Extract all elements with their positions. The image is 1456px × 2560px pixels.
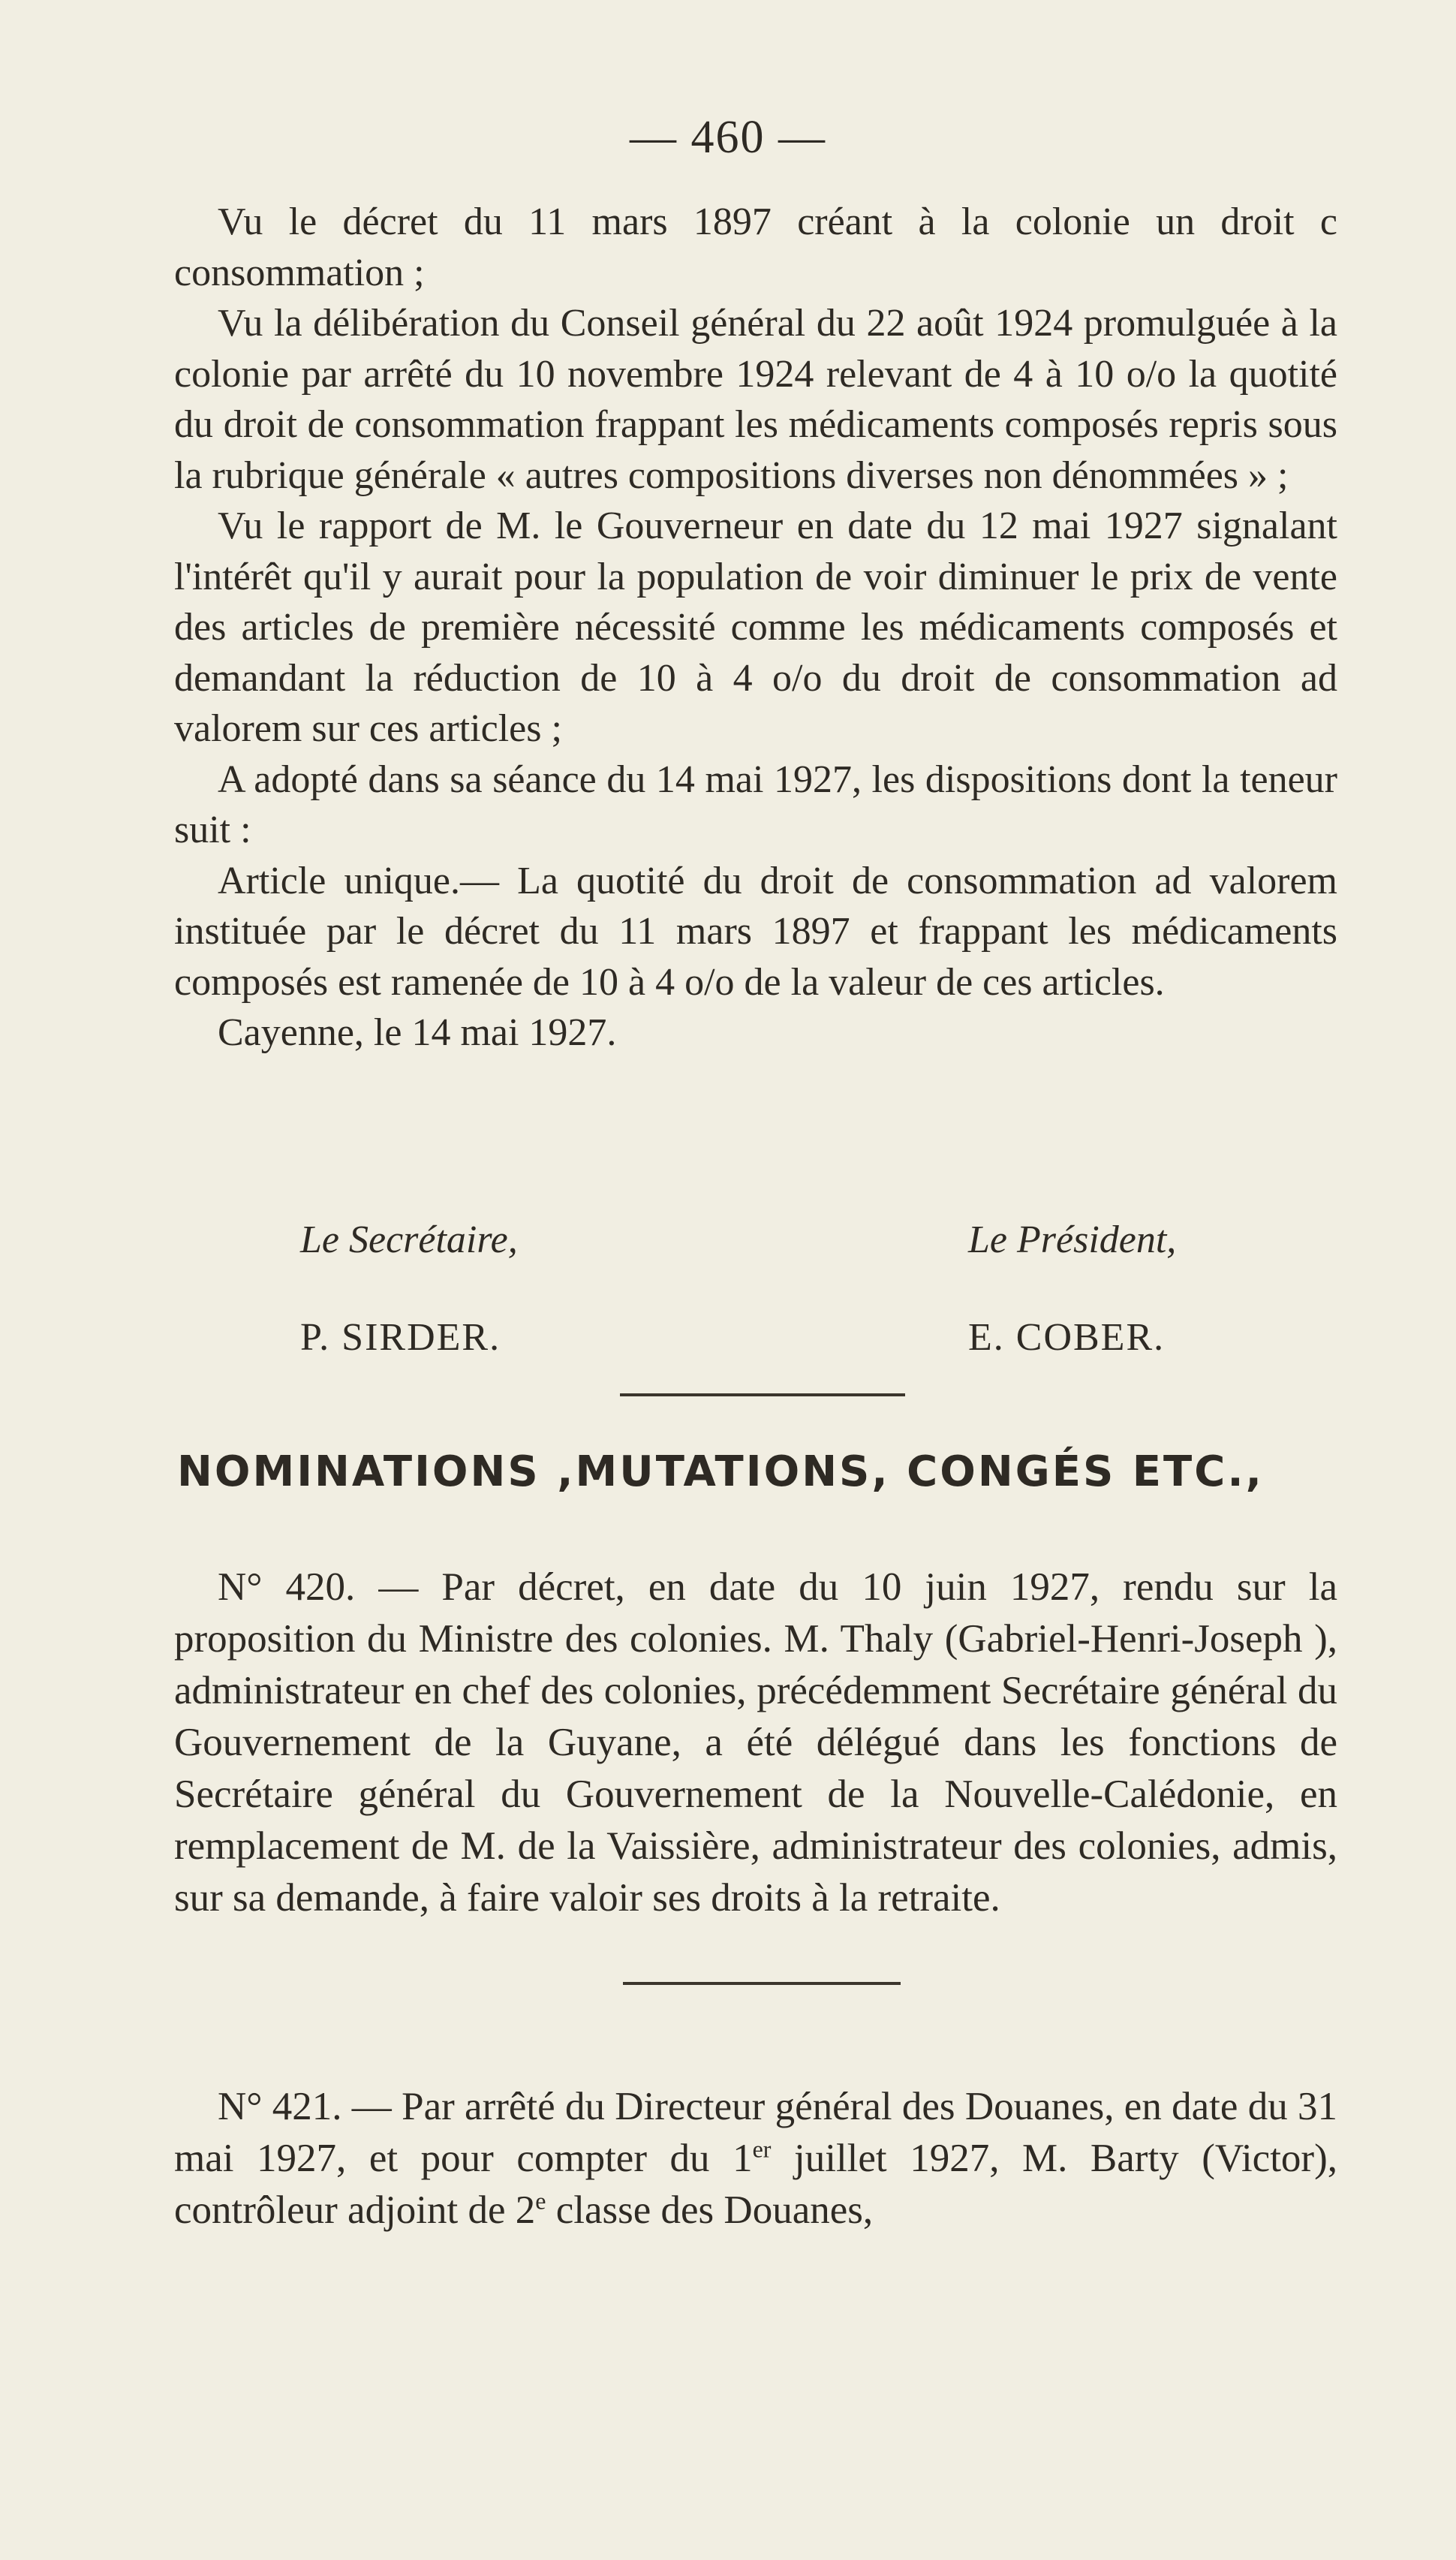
nomination-420 (174, 1562, 1337, 1924)
nomination-421 (174, 2081, 1337, 2236)
president-name: E. COBER. (968, 1316, 1166, 1359)
divider-rule (620, 1393, 905, 1396)
paragraph-adoption: A adopté dans sa séance du 14 mai 1927, les dispositions dont la teneur suit : (174, 757, 1337, 851)
secretary-title: Le Secrétaire, (300, 1218, 518, 1261)
nomination-420-text: N° 420. — Par décret, en date du 10 juin 1927, rendu sur la proposition du Ministre des colonies. M. Thaly (Gabriel-Henri-Joseph ), administrateur en chef des colonies, précédemment Secrétaire général du Gouvernement de la Guyane, a été délégué dans les fonctions de Secrétaire général du Gouvernement de la Nouvelle-Calédonie, en remplacement de M. de la Vaissière, administrateur des colonies, admis, sur sa demande, à faire valoir ses droits à la retraite. (174, 1565, 1337, 1920)
paragraph-article-unique: Article unique.— La quotité du droit de consommation ad valorem instituée par le décret du 11 mars 1897 et frappant les médicaments composés est ramenée de 10 à 4 o/o de la valeur de ces articles. (174, 859, 1337, 1004)
section-heading: NOMINATIONS ,MUTATIONS, CONGÉS ETC., (177, 1447, 1264, 1496)
page-number: — 460 — (630, 112, 826, 163)
deliberation-text (174, 197, 1337, 1059)
president-title: Le Président, (968, 1218, 1177, 1261)
paragraph-deliberation-1924: Vu la délibération du Conseil général du 22 août 1924 promulguée à la colonie par arrêté du 10 novembre 1924 relevant de 4 à 10 o/o la quotité du droit de consommation frappant les médicaments composés repris sous la rubrique générale « autres compositions diverses non dénommées » ; (174, 302, 1337, 497)
paragraph-governor-report: Vu le rapport de M. le Gouverneur en date du 12 mai 1927 signalant l'intérêt qu'il y aurait pour la population de voir diminuer le prix de vente des articles de première nécessité comme les médicaments composés et demandant la réduction de 10 à 4 o/o du droit de consommation ad valorem sur ces articles ; (174, 504, 1337, 750)
paragraph-place-date: Cayenne, le 14 mai 1927. (218, 1011, 617, 1054)
paragraph-decree-1897: Vu le décret du 11 mars 1897 créant à la colonie un droit c consommation ; (174, 200, 1337, 294)
divider-rule (623, 1982, 901, 1985)
secretary-name: P. SIRDER. (300, 1316, 501, 1359)
nomination-421-text: N° 421. — Par arrêté du Directeur général des Douanes, en date du 31 mai 1927, et pour compter du 1er juillet 1927, M. Barty (Victor), contrôleur adjoint de 2e classe des Douanes, (174, 2085, 1337, 2232)
